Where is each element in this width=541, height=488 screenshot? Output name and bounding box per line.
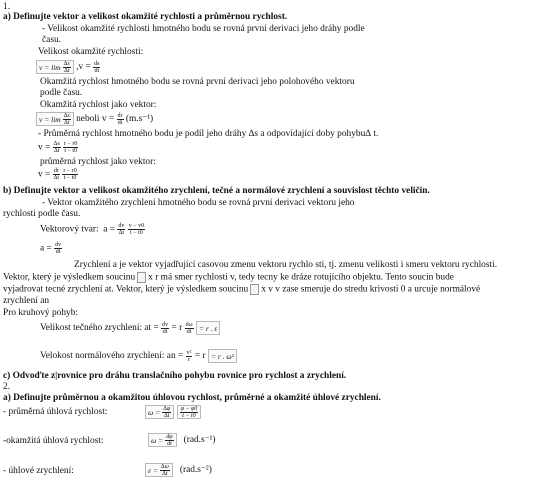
equation-box: = r . ε bbox=[196, 321, 220, 335]
equation-box: ω = $\frac{\Delta\varphi}{\Delta t}$ bbox=[145, 405, 174, 419]
equation-instant-angular-velocity: ω = $\frac{d\varphi}{dt}$ (rad.s⁻¹) bbox=[148, 433, 216, 447]
equation-acceleration: a = $\frac{dv}{dt}$ bbox=[40, 242, 62, 255]
equation-average-velocity: v = $\frac{\Delta s}{\Delta t}$ $\frac{r - r0}{t - t0}$ bbox=[38, 141, 78, 154]
equation-average-velocity-vector: v = $\frac{dr}{\Delta t}$ $\frac{r - r0}{t - t0}$ bbox=[38, 168, 77, 181]
equation-acceleration-vector: Vektorový tvar: a = $\frac{dv}{\Delta t}$ $\frac{v - v0}{t - t0}$ bbox=[40, 223, 145, 236]
text-line: Pro kruhový pohyb: bbox=[3, 308, 78, 318]
equation-velocity-limit: v = lim $\frac{\Delta s}{\Delta t}$ ,v = $\frac{ds}{dt}$ bbox=[36, 60, 100, 74]
text-line: podle času. bbox=[40, 88, 83, 98]
section-number-1: 1. bbox=[3, 2, 11, 12]
text-line: - průměrná úhlová rychlost: bbox=[3, 407, 108, 417]
equation-box: v = lim $\frac{\Delta s}{\Delta t}$ bbox=[36, 60, 74, 74]
equation-velocity-vector: v = lim $\frac{\Delta s}{\Delta t}$ neboli v = $\frac{dr}{dt}$ (m.s⁻¹) bbox=[36, 112, 153, 126]
text-line: času. bbox=[42, 35, 62, 45]
question-1b: b) Definujte vektor a velikost okamžitého zrychlení, tečné a normálové zrychlení a souvislost těchto veličin. bbox=[3, 186, 430, 196]
text-line: Okamžitá rychlost hmotného bodu se rovná první derivaci jeho polohového vektoru bbox=[40, 77, 355, 87]
equation-tangential: Velikost tečného zrychlení: at = $\frac{dv}{dt}$ = r $\frac{d\omega}{dt}$ = r . ε bbox=[40, 321, 220, 335]
equation-box: ω = $\frac{d\varphi}{dt}$ bbox=[148, 433, 177, 447]
equation-box: $\frac{\varphi - \varphi 0}{t - t0}$ bbox=[177, 405, 202, 419]
omega-symbol-box bbox=[250, 284, 259, 295]
text-line: - Průměrná rychlost hmotného bodu je podíl jeho dráhy ∆s a odpovídající doby pohybu∆ t. bbox=[38, 129, 379, 139]
text-line: - úhlové zrychlení: bbox=[3, 466, 74, 476]
question-1c: c) Odvoďte z|rovnice pro dráhu translačního pohybu rovnice pro rychlost a zrychlení. bbox=[3, 371, 347, 381]
text-line: Zrychlení a je vektor vyjadřující casovou zmenu vektoru rychlo sti, tj. zmenu velikosti i smeru vektoru rychlosti. bbox=[74, 260, 498, 270]
text-line: Okamžitá rychlost jako vektor: bbox=[40, 100, 157, 110]
text-line: - Velikost okamžité rychlosti hmotného bodu se rovná první derivaci jeho dráhy podle bbox=[42, 24, 365, 34]
section-number-2: 2. bbox=[3, 382, 11, 392]
text-line: Velikost okamžité rychlosti: bbox=[38, 47, 144, 57]
text-line: průměrná rychlost jako vektor: bbox=[40, 157, 156, 167]
text-line: -okamžitá úhlová rychlost: bbox=[3, 436, 104, 446]
omega-symbol-box bbox=[137, 272, 146, 283]
question-1a: a) Definujte vektor a velikost okamžité rychlosti a průměrnou rychlost. bbox=[3, 12, 288, 22]
text-line: rychlosti podle času. bbox=[3, 209, 81, 219]
question-2a: a) Definujte průměrnou a okamžitou úhlovou rychlost, průměrné a okamžité úhlové zrychlení. bbox=[3, 393, 381, 403]
text-line: zrychlení an bbox=[3, 296, 50, 306]
text-line: Vektor, který je výsledkem soucinu x r má smer rychlosti v, tedy tecny ke dráze rotujícího objektu. Tento soucin bude bbox=[3, 272, 454, 283]
equation-normal: Velokost normálového zrychlení: an = $\frac{\text{v²}}{r}$ = r = r . ω² bbox=[40, 349, 237, 363]
text-line: - Vektor okamžitého zrychlení hmotného bodu se rovná první derivaci vektoru jeho bbox=[42, 198, 355, 208]
equation-angular-acceleration: ε = $\frac{\Delta\omega}{\Delta t}$ (rad.s⁻²) bbox=[145, 463, 212, 477]
equation-average-angular-velocity bbox=[145, 405, 201, 419]
equation-box: ε = $\frac{\Delta\omega}{\Delta t}$ bbox=[145, 463, 173, 477]
text-line: vyjadrovat tecné zrychlení at. Vektor, který je výsledkem soucinu x v v zase smeruje do stredu krivosti 0 a urcuje normálové bbox=[3, 284, 481, 295]
equation-box: = r . ω² bbox=[208, 349, 237, 363]
equation-box: v = lim $\frac{\Delta s}{\Delta t}$ bbox=[36, 112, 74, 126]
